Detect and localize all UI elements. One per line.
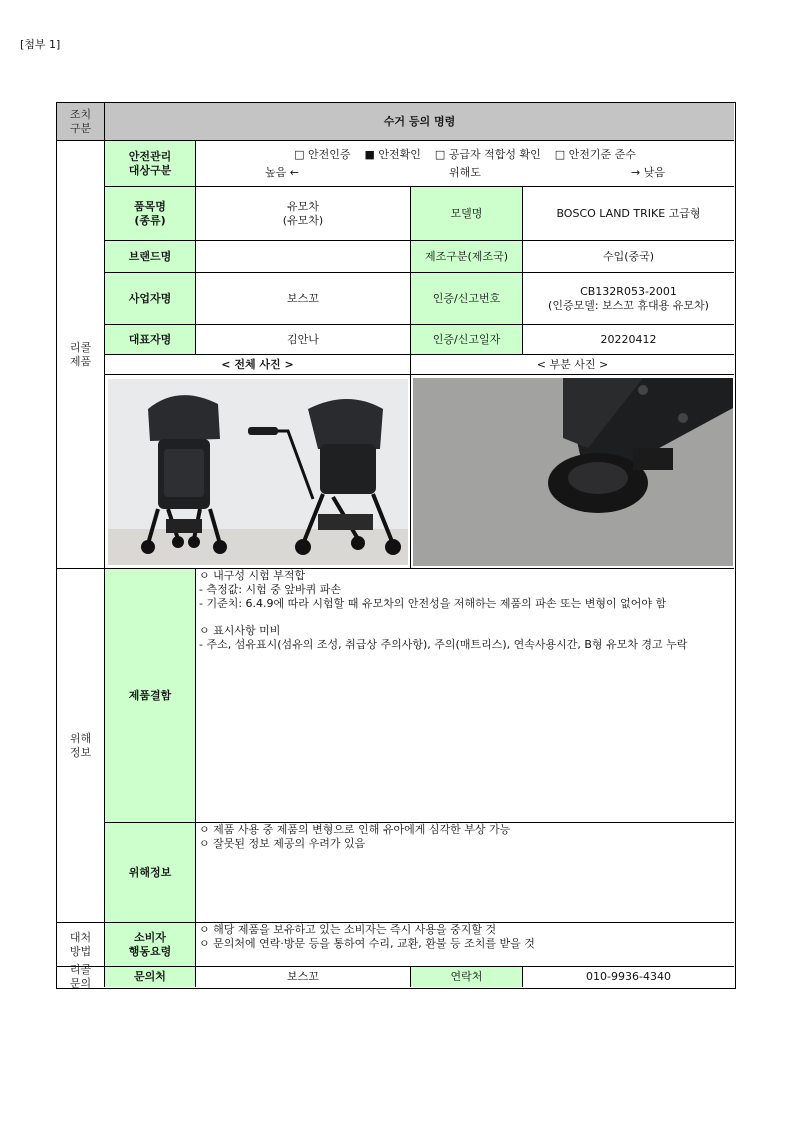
consumer-line: ㅇ 해당 제품을 보유하고 있는 소비자는 즉시 사용을 중지할 것 — [199, 923, 497, 936]
cert-number-label: 인증/신고번호 — [411, 273, 523, 325]
option-safety-standard: □ 안전기준 준수 — [554, 147, 636, 161]
brand-name-value — [196, 241, 411, 273]
product-name-value: 유모차 (유모차) — [196, 187, 411, 241]
defect-label: 제품결함 — [105, 569, 196, 823]
header-category-label: 조치 구분 — [57, 103, 105, 141]
safety-target-label: 안전관리 대상구분 — [105, 141, 196, 187]
hazard-label: 위해정보 — [105, 823, 196, 923]
risk-scale-mid: 위해도 — [449, 165, 481, 179]
hazard-line: ㅇ 제품 사용 중 제품의 변형으로 인해 유아에게 심각한 부상 가능 — [199, 823, 511, 836]
product-name-label: 품목명 (종류) — [105, 187, 196, 241]
safety-target-options — [294, 148, 636, 162]
partial-photo-cell — [411, 375, 734, 569]
hazard-line: ㅇ 잘못된 정보 제공의 우려가 있음 — [199, 836, 366, 850]
representative-label: 대표자명 — [105, 325, 196, 355]
stroller-full-photo — [108, 379, 408, 565]
risk-scale — [265, 166, 665, 180]
company-name-value: 보스꼬 — [196, 273, 411, 325]
option-safety-cert: □ 안전인증 — [294, 147, 351, 161]
manufacturing-label: 제조구분(제조국) — [411, 241, 523, 273]
model-name-label: 모델명 — [411, 187, 523, 241]
attachment-label: [첨부 1] — [20, 38, 61, 51]
hazard-details — [196, 823, 734, 923]
wheel-detail-photo — [413, 378, 733, 566]
consumer-line: ㅇ 문의처에 연락·방문 등을 통하여 수리, 교환, 환불 등 조치를 받을 것 — [199, 936, 535, 950]
inquiry-label: 문의처 — [105, 967, 196, 987]
defect-line: - 기준치: 6.4.9에 따라 시험할 때 유모차의 안전성을 저해하는 제품의 파손 또는 변형이 없어야 함 — [199, 596, 667, 610]
cert-date-label: 인증/신고일자 — [411, 325, 523, 355]
inquiry-value: 보스꼬 — [196, 967, 411, 987]
defect-line: ㅇ 표시사항 미비 — [199, 624, 281, 638]
safety-target-values — [196, 141, 734, 187]
cert-number-value: CB132R053-2001 (인증모델: 보스꼬 휴대용 유모차) — [523, 273, 734, 325]
contact-category-label: 리콜 문의 — [57, 967, 105, 987]
defect-line: - 측정값: 시험 중 앞바퀴 파손 — [199, 582, 342, 596]
phone-value: 010-9936-4340 — [586, 970, 671, 984]
consumer-guideline-details — [196, 923, 734, 967]
option-safety-confirm: ■ 안전확인 — [364, 147, 421, 161]
manufacturing-value: 수입(중국) — [523, 241, 734, 273]
photo-partial-label: < 부분 사진 > — [411, 355, 734, 375]
company-name-label: 사업자명 — [105, 273, 196, 325]
defect-line: - 주소, 섬유표시(섬유의 조성, 취급상 주의사항), 주의(매트리스), 연속사용시간, B형 유모차 경고 누락 — [199, 638, 688, 651]
photo-full-label: < 전체 사진 > — [105, 355, 411, 375]
recall-order-form — [56, 102, 736, 989]
brand-name-label: 브랜드명 — [105, 241, 196, 273]
model-name-value: BOSCO LAND TRIKE 고급형 — [523, 187, 734, 241]
full-photo-cell — [105, 375, 411, 569]
cert-date-value: 20220412 — [523, 325, 734, 355]
defect-details — [196, 569, 734, 823]
form-title: 수거 등의 명령 — [105, 103, 734, 141]
risk-scale-low: → 낮음 — [631, 165, 665, 179]
phone-label: 연락처 — [411, 967, 523, 987]
representative-value: 김안나 — [196, 325, 411, 355]
response-category-label: 대처 방법 — [57, 923, 105, 967]
risk-scale-high: 높음 ← — [265, 165, 299, 179]
recall-product-category-label: 리콜 제품 — [57, 141, 105, 569]
hazard-info-category-label: 위해 정보 — [57, 569, 105, 923]
consumer-guideline-label: 소비자 행동요령 — [105, 923, 196, 967]
option-supplier-conformity: □ 공급자 적합성 확인 — [434, 147, 541, 161]
defect-line: ㅇ 내구성 시험 부적합 — [199, 569, 306, 582]
